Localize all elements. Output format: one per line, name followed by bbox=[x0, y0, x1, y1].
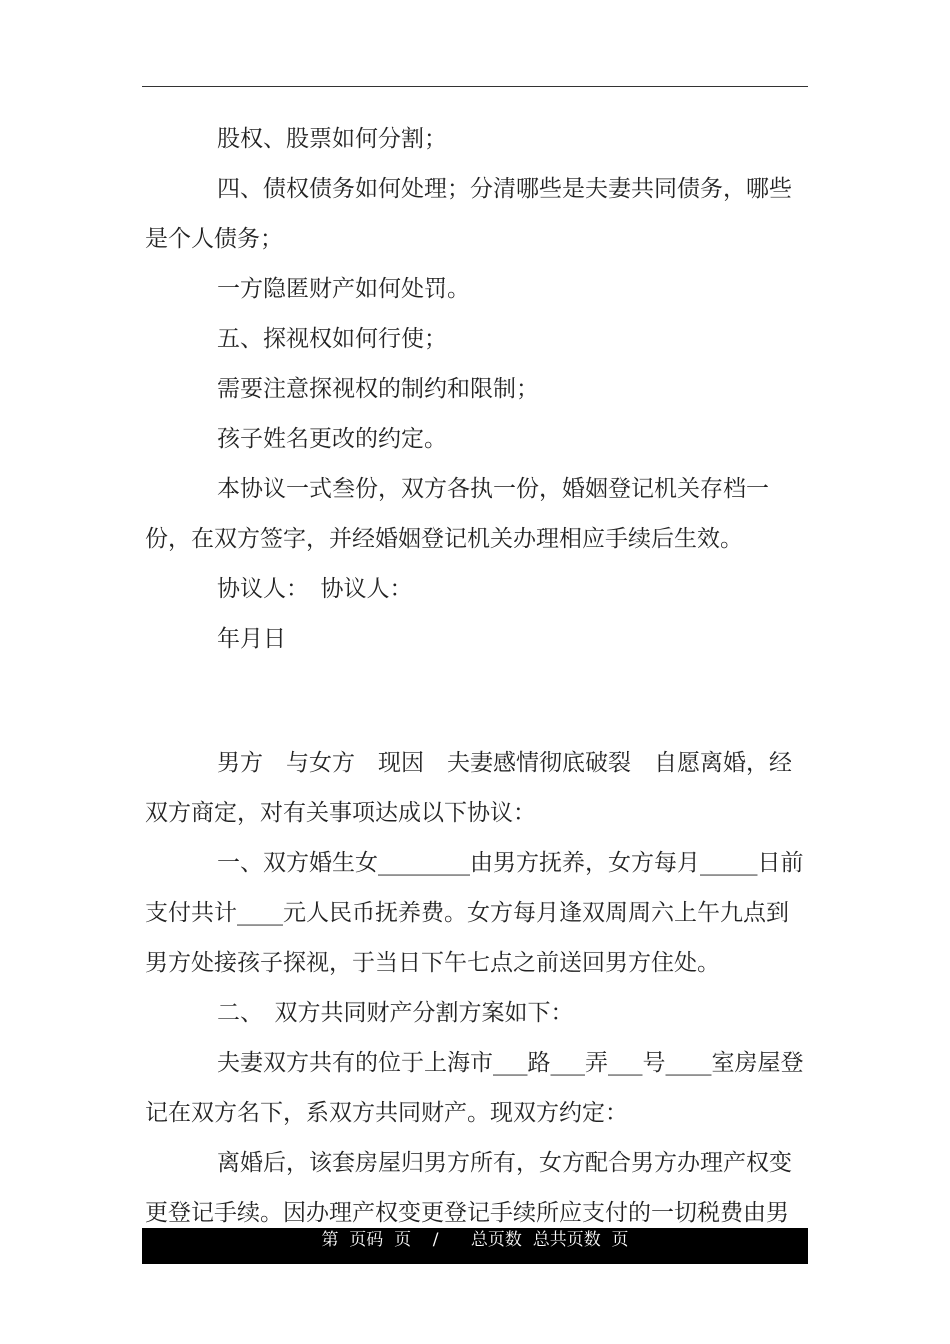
paragraph: 五、探视权如何行使； bbox=[217, 326, 447, 352]
page-number-text: 第 页码 页 / 总页数 总共页数 页 bbox=[321, 1230, 629, 1250]
paragraph: 一、双方婚生女________由男方抚养，女方每月_____日前支付共计____元人民币抚养费。女方每月逢双周周六上午九点到男方处接孩子探视，于当日下午七点之前送回男方住处。 bbox=[145, 850, 804, 976]
date-line: 年月日 bbox=[217, 626, 286, 652]
signatories-line: 协议人： 协议人： bbox=[217, 576, 413, 602]
paragraph: 需要注意探视权的制约和限制； bbox=[217, 376, 539, 402]
paragraph: 离婚后，该套房屋归男方所有，女方配合男方办理产权变更登记手续。因办理产权变更登记手续所应支付的一切税费由男 bbox=[145, 1150, 792, 1226]
paragraph: 夫妻双方共有的位于上海市___路___弄___号____室房屋登记在双方名下，系双方共同财产。现双方约定： bbox=[145, 1050, 804, 1126]
paragraph: 本协议一式叁份，双方各执一份，婚姻登记机关存档一份，在双方签字，并经婚姻登记机关办理相应手续后生效。 bbox=[145, 476, 769, 552]
section-gap bbox=[145, 664, 807, 738]
document-body bbox=[145, 114, 807, 1238]
header-rule bbox=[142, 86, 808, 87]
paragraph: 一方隐匿财产如何处罚。 bbox=[217, 276, 470, 302]
paragraph: 男方 与女方 现因 夫妻感情彻底破裂 自愿离婚，经双方商定，对有关事项达成以下协议： bbox=[145, 750, 792, 826]
page-footer bbox=[142, 1228, 808, 1264]
paragraph: 四、债权债务如何处理；分清哪些是夫妻共同债务，哪些是个人债务； bbox=[145, 176, 792, 252]
paragraph: 股权、股票如何分割； bbox=[217, 126, 447, 152]
paragraph: 孩子姓名更改的约定。 bbox=[217, 426, 447, 452]
paragraph: 二、 双方共同财产分割方案如下： bbox=[217, 1000, 574, 1026]
